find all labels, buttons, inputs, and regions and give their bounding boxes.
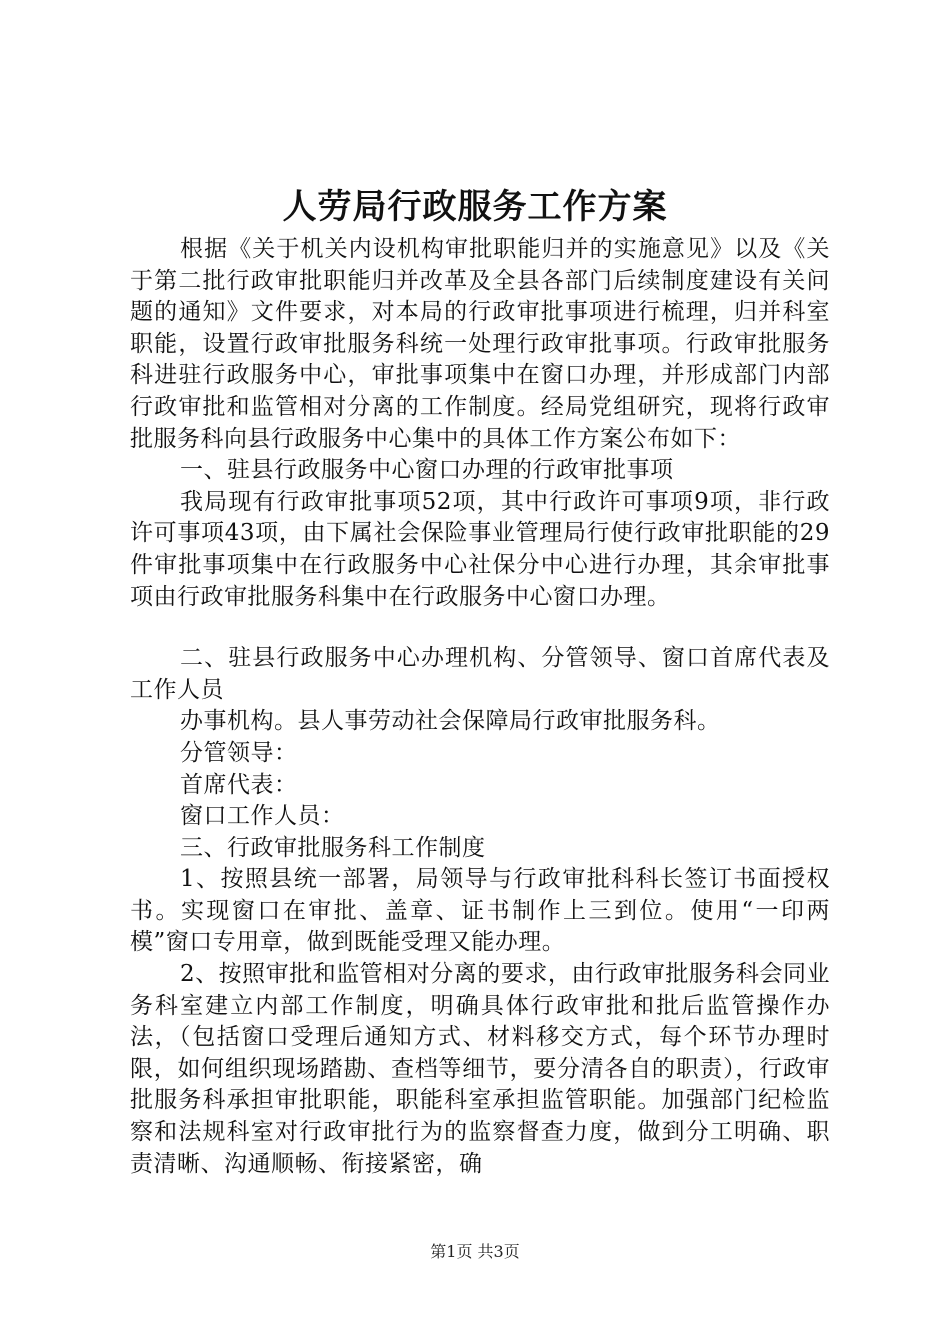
rule-1-paragraph: 1、按照县统一部署，局领导与行政审批科科长签订书面授权书。实现窗口在审批、盖章、证书制作上三到位。使用“一印两模”窗口专用章，做到既能受理又能办理。 <box>130 866 830 956</box>
document-title: 人劳局行政服务工作方案 <box>282 187 668 227</box>
paragraph-spacer <box>130 613 830 643</box>
section-heading-3: 三、行政审批服务科工作制度 <box>180 834 486 861</box>
office-line: 办事机构。县人事劳动社会保障局行政审批服务科。 <box>180 708 721 735</box>
intro-paragraph: 根据《关于机关内设机构审批职能归并的实施意见》以及《关于第二批行政审批职能归并改革及全县各部门后续制度建设有关问题的通知》文件要求，对本局的行政审批事项进行梳理，归并科室职能，设置行政审批服务科统一处理行政审批事项。行政审批服务科进驻行政服务中心，审批事项集中在窗口办理，并形成部门内部行政审批和监管相对分离的工作制度。经局党组研究，现将行政审批服务科向县行政服务中心集中的具体工作方案公布如下： <box>130 236 830 452</box>
section-heading-1: 一、驻县行政服务中心窗口办理的行政审批事项 <box>180 457 674 484</box>
window-staff-line: 窗口工作人员： <box>180 803 345 830</box>
leader-line: 分管领导： <box>180 739 298 766</box>
page-number-footer: 第1页 共3页 <box>430 1242 520 1261</box>
document-body <box>130 234 830 1180</box>
section-1-paragraph: 我局现有行政审批事项52项，其中行政许可事项9项，非行政许可事项43项，由下属社会保险事业管理局行使行政审批职能的29件审批事项集中在行政服务中心社保分中心进行办理，其余审批事项由行政审批服务科集中在行政服务中心窗口办理。 <box>130 488 830 610</box>
section-heading-2: 二、驻县行政服务中心办理机构、分管领导、窗口首席代表及工作人员 <box>130 645 830 703</box>
rule-2-paragraph: 2、按照审批和监管相对分离的要求，由行政审批服务科会同业务科室建立内部工作制度，明确具体行政审批和批后监管操作办法，（包括窗口受理后通知方式、材料移交方式，每个环节办理时限，如何组织现场踏勘、查档等细节，要分清各自的职责），行政审批服务科承担审批职能，职能科室承担监管职能。加强部门纪检监察和法规科室对行政审批行为的监察督查力度，做到分工明确、职责清晰、沟通顺畅、衔接紧密，确 <box>130 961 830 1177</box>
chief-representative-line: 首席代表： <box>180 771 298 798</box>
